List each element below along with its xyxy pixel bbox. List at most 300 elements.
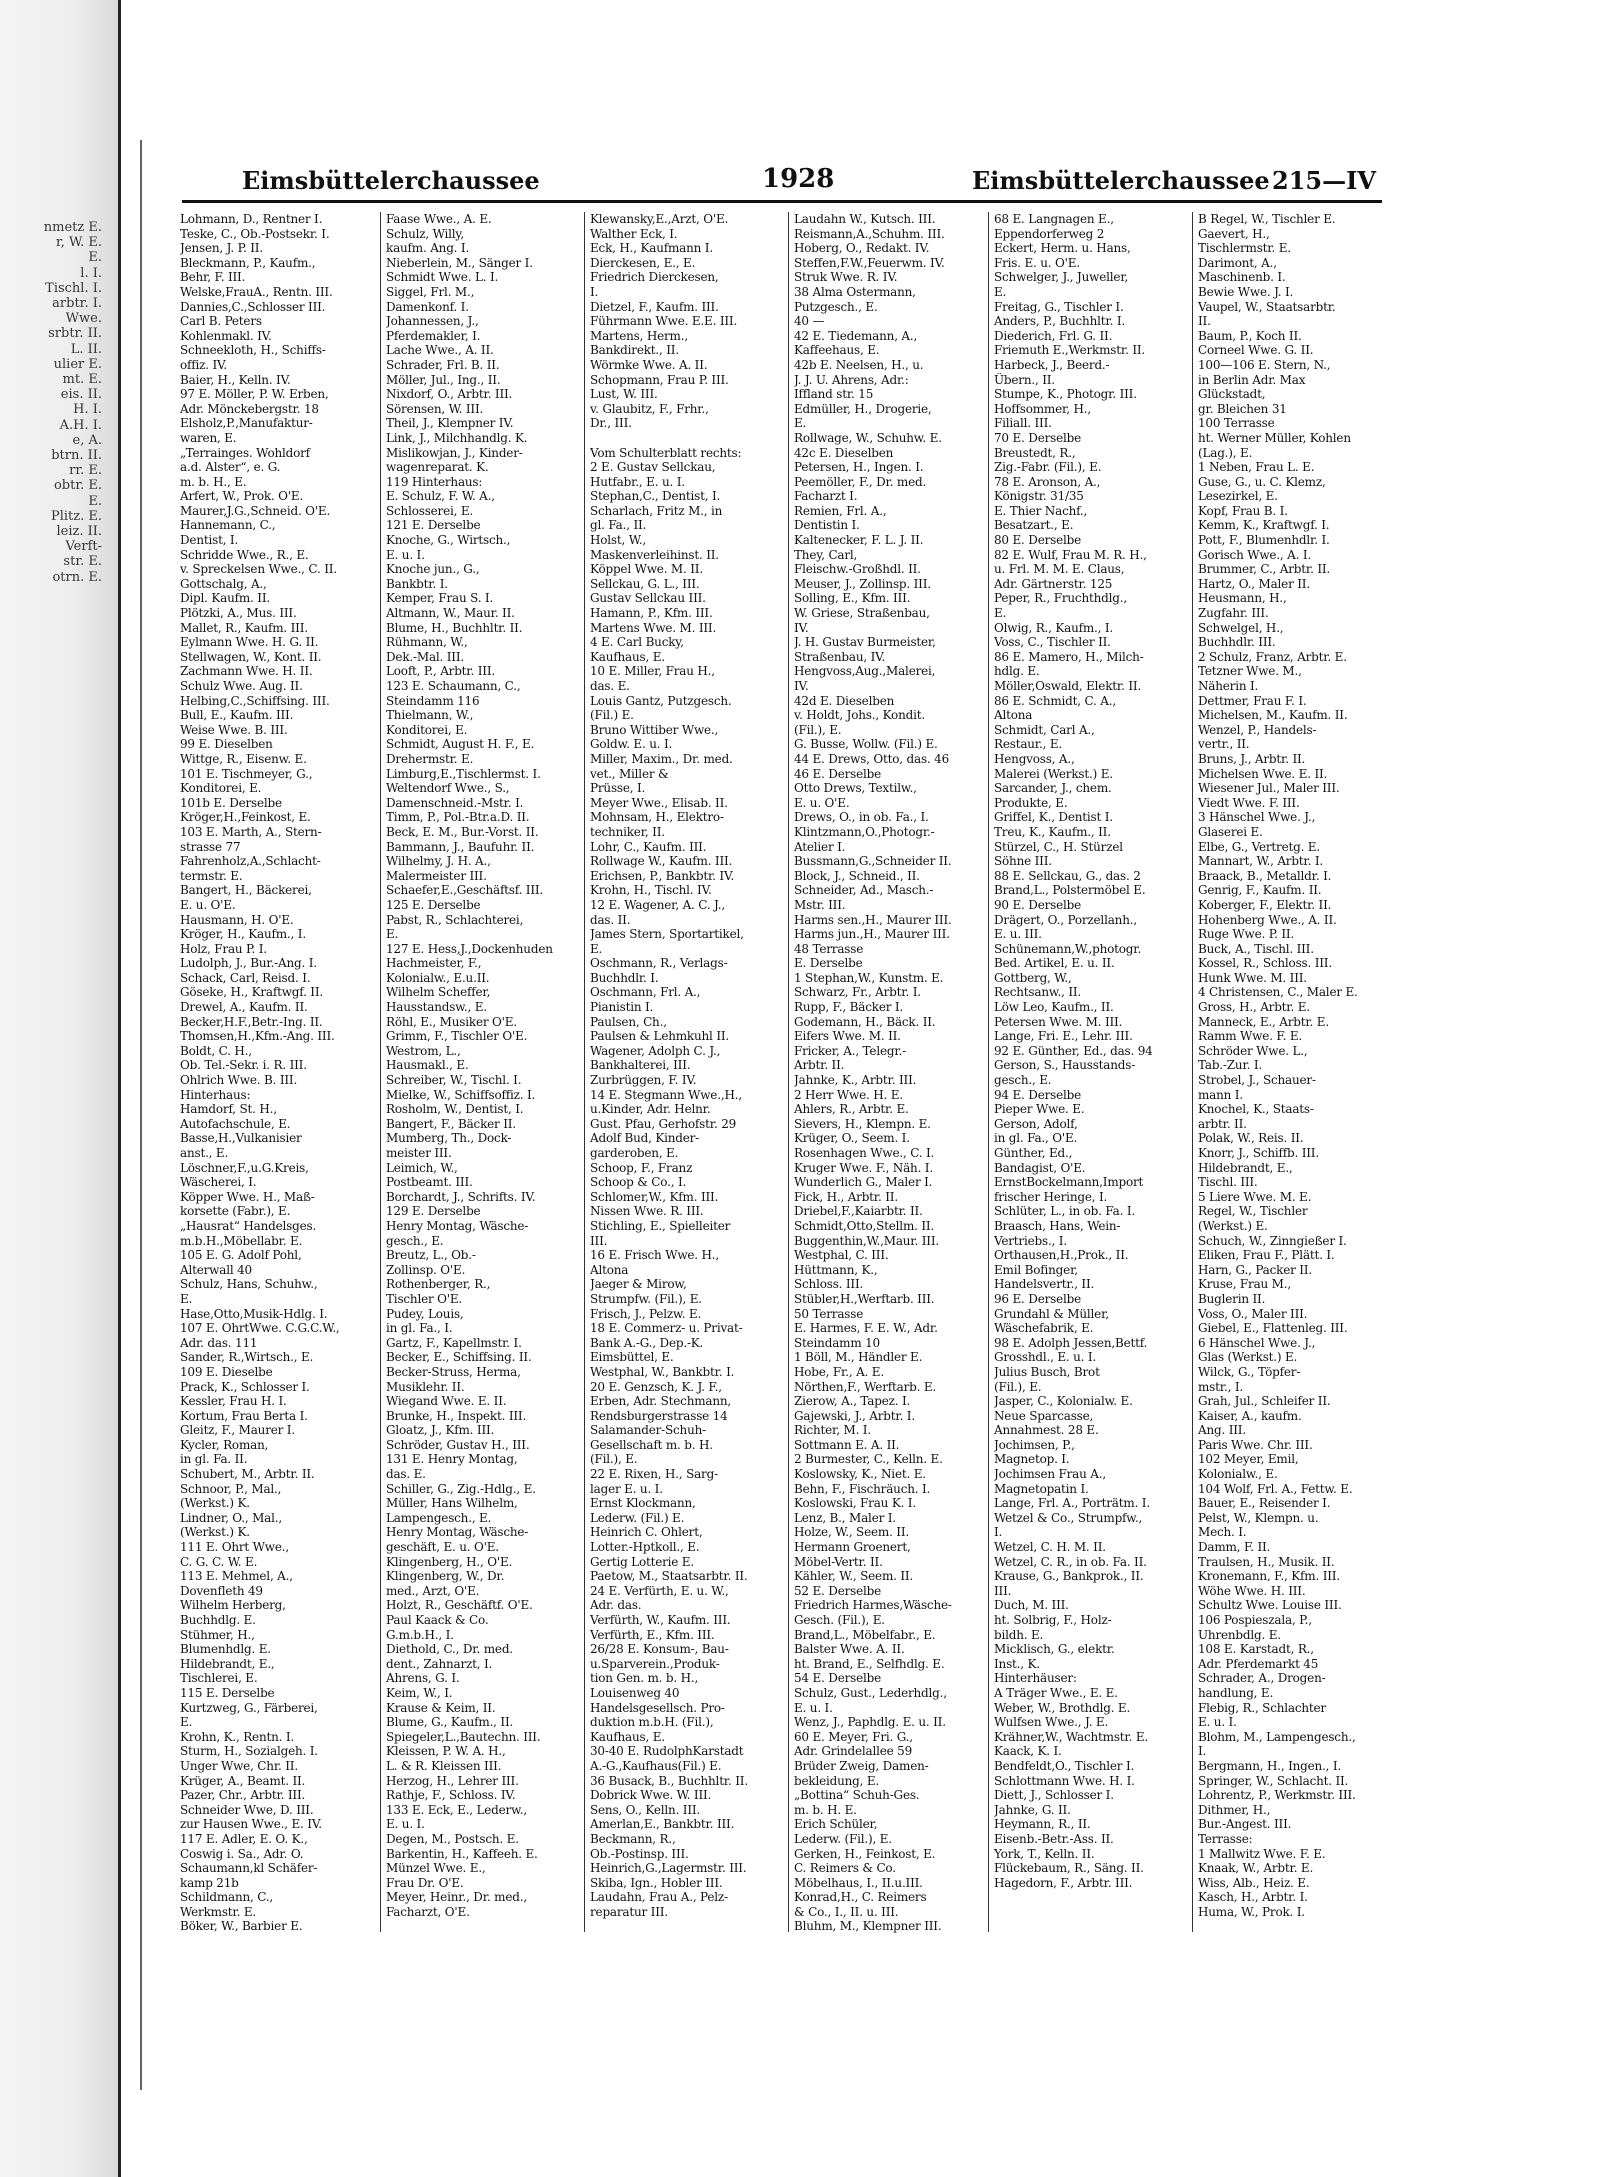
directory-entry-line: Klintzmann,O.,Photogr.- — [794, 824, 935, 839]
directory-entry-line: Eifers Wwe. M. II. — [794, 1029, 901, 1044]
directory-entry-line: vertr., II. — [1198, 737, 1250, 752]
directory-entry-line: Unger Wwe, Chr. II. — [180, 1758, 298, 1773]
directory-entry-line: G. Busse, Wollw. (Fil.) E. — [794, 737, 938, 752]
directory-entry-line: Möbelhaus, I., II.u.III. — [794, 1875, 923, 1890]
directory-entry-line: Johannessen, J., — [386, 314, 479, 329]
directory-entry-line: Kolonialw., E.u.II. — [386, 970, 490, 985]
directory-entry-line: 54 E. Derselbe — [794, 1671, 882, 1686]
directory-entry-line: Wetzel, C. R., in ob. Fa. II. — [994, 1554, 1147, 1569]
directory-entry-line: (Werkst.) K. — [180, 1496, 250, 1511]
spine-fragment: r, W. E. — [55, 235, 102, 251]
directory-entry-line: 68 E. Langnagen E., — [994, 212, 1114, 226]
directory-entry-line: G.m.b.H., I. — [386, 1627, 454, 1642]
directory-entry-line: E. — [994, 606, 1007, 621]
directory-entry-line: Adr. das. — [590, 1598, 642, 1613]
directory-entry-line: Schlomer,W., Kfm. III. — [590, 1189, 719, 1204]
directory-entry-line: Hartz, O., Maler II. — [1198, 576, 1310, 591]
directory-entry-line: 4 Christensen, C., Maler E. — [1198, 985, 1358, 1000]
directory-entry-line: in gl. Fa., O'E. — [994, 1131, 1078, 1146]
directory-entry-line: Tab.-Zur. I. — [1198, 1058, 1263, 1073]
header-left-title: Eimsbüttelerchaussee — [242, 166, 540, 195]
directory-entry-line: Wunderlich G., Maler I. — [794, 1175, 933, 1190]
directory-entry-line: Schlüter, L., in ob. Fa. I. — [994, 1204, 1135, 1219]
directory-entry-line: Mielke, W., Schiffsoffiz. I. — [386, 1087, 536, 1102]
directory-entry-line: Bed. Artikel, E. u. II. — [994, 956, 1115, 971]
directory-entry-line: (Werkst.) K. — [180, 1525, 250, 1540]
directory-entry-line: Schultz Wwe. Louise III. — [1198, 1598, 1342, 1613]
directory-entry-line: Meuser, J., Zollinsp. III. — [794, 576, 931, 591]
directory-entry-line: Schopmann, Frau P. III. — [590, 372, 729, 387]
directory-entry-line: Grosshdl., E. u. I. — [994, 1350, 1097, 1365]
directory-entry-line: Michelsen, M., Kaufm. II. — [1198, 708, 1348, 723]
directory-entry-line: Adr. Mönckebergstr. 18 — [180, 401, 319, 416]
directory-entry-line: Siggel, Frl. M., — [386, 284, 475, 299]
directory-entry-line: Skiba, Ign., Hobler III. — [590, 1875, 723, 1890]
directory-entry-line: Schubert, M., Arbtr. II. — [180, 1467, 315, 1482]
directory-entry-line: bildh. E. — [994, 1627, 1044, 1642]
directory-entry-line: Hamdorf, St. H., — [180, 1102, 277, 1117]
directory-entry-line: Schwelger, J., Juweller, — [994, 270, 1129, 285]
directory-entry-line: 52 E. Derselbe — [794, 1583, 882, 1598]
directory-entry-line: I. — [590, 284, 599, 299]
directory-entry-line: Beck, E. M., Bur.-Vorst. II. — [386, 824, 539, 839]
directory-entry-line: Neue Sparcasse, — [994, 1408, 1094, 1423]
directory-entry-line: Laudahn, Frau A., Pelz- — [590, 1890, 728, 1905]
directory-entry-line: Nixdorf, O., Arbtr. III. — [386, 387, 513, 402]
directory-entry-line: IV. — [794, 679, 809, 693]
directory-entry-line: Nörthen,F., Werftarb. E. — [794, 1379, 936, 1394]
directory-entry-line: Godemann, H., Bäck. II. — [794, 1014, 936, 1029]
directory-entry-line: Steffen,F.W.,Feuerwm. IV. — [794, 255, 945, 270]
directory-entry-line: Kaltenecker, F. L. J. II. — [794, 533, 924, 548]
directory-entry-line: v. Holdt, Johs., Kondit. — [794, 708, 925, 723]
directory-entry-line: 10 E. Miller, Frau H., — [590, 664, 715, 679]
directory-entry-line: Ruge Wwe. P. II. — [1198, 927, 1295, 942]
directory-entry-line: Elbe, G., Vertretg. E. — [1198, 839, 1320, 854]
directory-entry-line: Verfürth, E., Kfm. III. — [590, 1627, 715, 1642]
directory-entry-line: Altona — [994, 708, 1033, 723]
directory-entry-line: Hildebrandt, E., — [180, 1656, 275, 1671]
directory-entry-line: Flebig, R., Schlachter — [1198, 1700, 1326, 1715]
directory-entry-line: Hüttmann, K., — [794, 1262, 878, 1277]
directory-entry-line: Heinrich,G.,Lagermstr. III. — [590, 1861, 747, 1876]
directory-entry-line: Klingenberg, W., Dr. — [386, 1569, 505, 1584]
directory-entry-line: Dr., III. — [590, 416, 632, 431]
directory-entry-line: Heusmann, H., — [1198, 591, 1287, 606]
directory-entry-line: Stürzel, C., H. Stürzel — [994, 839, 1123, 854]
directory-entry-line: 104 Wolf, Frl. A., Fettw. E. — [1198, 1481, 1353, 1496]
directory-entry-line: Wöhe Wwe. H. III. — [1198, 1583, 1306, 1598]
directory-entry-line: Koberger, F., Elektr. II. — [1198, 897, 1332, 912]
directory-entry-line: 30-40 E. RudolphKarstadt — [590, 1744, 744, 1759]
directory-entry-line: Lange, Fri. E., Lehr. III. — [994, 1029, 1133, 1044]
directory-entry-line: Hausmann, H. O'E. — [180, 912, 294, 927]
directory-entry-line: Krüger, A., Beamt. II. — [180, 1773, 306, 1788]
directory-entry-line: 108 E. Karstadt, R., — [1198, 1642, 1314, 1657]
directory-entry-line: Krüger, O., Seem. I. — [794, 1131, 910, 1146]
directory-entry-line: Maskenverleihinst. II. — [590, 547, 719, 562]
directory-entry-line: Schrader, Frl. B. II. — [386, 357, 500, 372]
directory-entry-line: Michelsen Wwe. E. II. — [1198, 766, 1328, 781]
directory-entry-line: Fahrenholz,A.,Schlacht- — [180, 854, 321, 869]
directory-entry-line: Schridde Wwe., R., E. — [180, 547, 309, 562]
directory-entry-line: Eylmann Wwe. H. G. II. — [180, 635, 319, 650]
directory-entry-line: J. J. U. Ahrens, Adr.: — [794, 372, 909, 387]
directory-entry-line: 78 E. Aronson, A., — [994, 474, 1101, 489]
directory-entry-line: Gerken, H., Feinkost, E. — [794, 1846, 936, 1861]
directory-entry-line: Gottschalg, A., — [180, 576, 267, 591]
directory-entry-line: Voss, C., Tischler II. — [994, 635, 1111, 650]
directory-entry-line: Restaur., E. — [994, 737, 1063, 752]
directory-entry-line: m. b. H. E. — [794, 1802, 857, 1817]
directory-entry-line: Sörensen, W. III. — [386, 401, 484, 416]
directory-entry-line: Kruse, Frau M., — [1198, 1277, 1291, 1292]
directory-entry-line: Genrig, F., Kaufm. II. — [1198, 883, 1322, 898]
directory-entry-line: Wulfsen Wwe., J. E. — [994, 1715, 1109, 1730]
directory-entry-line: Atelier I. — [794, 839, 846, 854]
directory-entry-line: IV. — [794, 620, 809, 635]
column-1 — [180, 212, 370, 1934]
directory-entry-line: Knoche, G., Wirtsch., — [386, 533, 511, 548]
directory-entry-line: Terrasse: — [1198, 1831, 1253, 1846]
directory-entry-line: Schloss. III. — [794, 1277, 864, 1292]
directory-entry-line: Stephan,C., Dentist, I. — [590, 489, 721, 504]
directory-entry-line: Grimm, F., Tischler O'E. — [386, 1029, 528, 1044]
spine-fragment: ulier E. — [53, 356, 102, 372]
directory-entry-line: ErnstBockelmann,Import — [994, 1175, 1144, 1190]
directory-entry-line: Manneck, E., Arbtr. E. — [1198, 1014, 1329, 1029]
directory-entry-line: 133 E. Eck, E., Lederw., — [386, 1802, 527, 1817]
directory-entry-line: Jochimsen Frau A., — [994, 1467, 1106, 1482]
directory-entry-line: Möller, Jul., Ing., II. — [386, 372, 501, 387]
directory-entry-line: E. — [180, 1291, 193, 1306]
directory-entry-line: 50 Terrasse — [794, 1306, 864, 1321]
directory-entry-line: 131 E. Henry Montag, — [386, 1452, 518, 1467]
directory-entry-line: Westphal, C. III. — [794, 1248, 889, 1263]
directory-entry-line: Dek.-Mal. III. — [386, 649, 465, 664]
directory-entry-line: Weise Wwe. B. III. — [180, 722, 288, 737]
spine-fragment: E. — [88, 493, 102, 509]
directory-entry-line: 1 Mallwitz Wwe. F. E. — [1198, 1846, 1326, 1861]
directory-entry-line: Möbel-Vertr. II. — [794, 1554, 883, 1569]
directory-entry-line: Brummer, C., Arbtr. II. — [1198, 562, 1331, 577]
book-spine-left-page — [0, 0, 121, 2177]
directory-entry-line: Kortum, Frau Berta I. — [180, 1408, 308, 1423]
directory-entry-line: Grah, Jul., Schleifer II. — [1198, 1394, 1331, 1409]
directory-entry-line: Kähler, W., Seem. II. — [794, 1569, 914, 1584]
directory-entry-line: Becker-Struss, Herma, — [386, 1364, 521, 1379]
directory-entry-line: Welske,FrauA., Rentn. III. — [180, 284, 333, 299]
directory-entry-line: 36 Busack, B., Buchhltr. II. — [590, 1773, 748, 1788]
directory-entry-line: Wiesener Jul., Maler III. — [1198, 781, 1340, 796]
directory-entry-line: Becker,H.F.,Betr.-Ing. II. — [180, 1014, 323, 1029]
column-rule — [584, 212, 585, 1932]
directory-entry-line: Kemper, Frau S. I. — [386, 591, 494, 606]
directory-entry-line: Besatzart., E. — [994, 518, 1074, 533]
directory-entry-line: L. & R. Kleissen III. — [386, 1758, 502, 1773]
directory-entry-line: A.-G.,Kaufhaus(Fil.) E. — [590, 1758, 722, 1773]
directory-entry-line: Erich Schüler, — [794, 1817, 878, 1832]
directory-entry-line: Julius Busch, Brot — [994, 1364, 1100, 1379]
directory-entry-line: Konditorei, E. — [180, 781, 262, 796]
directory-entry-line: 98 E. Adolph Jessen,Bettf. — [994, 1335, 1148, 1350]
directory-entry-line: Filiall. III. — [994, 416, 1052, 431]
directory-entry-line: Ramm Wwe. F. E. — [1198, 1029, 1303, 1044]
directory-entry-line: 90 E. Derselbe — [994, 897, 1082, 912]
directory-entry-line: Theil, J., Klempner IV. — [386, 416, 514, 431]
column-3 — [590, 212, 780, 1919]
directory-entry-line: Diederich, Frl. G. II. — [994, 328, 1113, 343]
directory-entry-line: Wilhelmy, J. H. A., — [386, 854, 491, 869]
directory-entry-line: 127 E. Hess,J.,Dockenhuden — [386, 941, 553, 956]
directory-entry-line: „Hausrat“ Handelsges. — [180, 1218, 317, 1233]
directory-entry-line: 2 Schulz, Franz, Arbtr. E. — [1198, 649, 1347, 664]
directory-entry-line: offiz. IV. — [180, 357, 228, 372]
directory-entry-line: Regel, W., Tischler — [1198, 1204, 1308, 1219]
directory-entry-line: Bussmann,G.,Schneider II. — [794, 854, 952, 869]
directory-entry-line: Bankbtr. I. — [386, 576, 448, 591]
directory-entry-line: Zurbrüggen, F. IV. — [590, 1073, 697, 1088]
directory-entry-line: Übern., II. — [994, 372, 1055, 387]
directory-entry-line: E. u. I. — [386, 1817, 425, 1832]
directory-entry-line: E. u. I. — [794, 1700, 833, 1715]
directory-entry-line: Adr. Grindelallee 59 — [794, 1744, 913, 1759]
directory-entry-line: Schack, Carl, Reisd. I. — [180, 970, 311, 985]
directory-entry-line: 92 E. Günther, Ed., das. 94 — [994, 1043, 1153, 1058]
directory-entry-line: Lust, W. III. — [590, 387, 658, 402]
directory-entry-line: techniker, II. — [590, 824, 665, 839]
directory-entry-line: mann I. — [1198, 1087, 1243, 1102]
directory-entry-line: Balster Wwe. A. II. — [794, 1642, 905, 1657]
directory-entry-line: Buggenthin,W.,Maur. III. — [794, 1233, 939, 1248]
directory-entry-line: Dobrick Wwe. W. III. — [590, 1788, 712, 1803]
directory-entry-line: Wilck, G., Töpfer- — [1198, 1364, 1301, 1379]
directory-entry-line: Pelst, W., Klempn. u. — [1198, 1510, 1319, 1525]
directory-entry-line: Tischlerei, E. — [180, 1671, 258, 1686]
directory-entry-line: Kröger, H., Kaufm., I. — [180, 927, 306, 942]
directory-entry-line: Bammann, J., Baufuhr. II. — [386, 839, 535, 854]
directory-entry-line: Coswig i. Sa., Adr. O. — [180, 1846, 304, 1861]
directory-entry-line: Mislikowjan, J., Kinder- — [386, 445, 523, 460]
spine-fragment: Wwe. — [65, 311, 102, 327]
directory-entry-line: Klewansky,E.,Arzt, O'E. — [590, 212, 729, 226]
directory-entry-line: Dannies,C.,Schlosser III. — [180, 299, 326, 314]
directory-entry-line: Duch, M. III. — [994, 1598, 1069, 1613]
directory-entry-line: Borchardt, J., Schrifts. IV. — [386, 1189, 536, 1204]
directory-entry-line: Schmidt Wwe. L. I. — [386, 270, 499, 285]
spine-fragment: e, A. — [72, 432, 102, 448]
directory-entry-line: 2 Burmester, C., Kelln. E. — [794, 1452, 943, 1467]
directory-entry-line: Straßenbau, IV. — [794, 649, 886, 664]
directory-entry-line: 1 Böll, M., Händler E. — [794, 1350, 923, 1365]
directory-entry-line: Zollinsp. O'E. — [386, 1262, 466, 1277]
directory-entry-line: Paul Kaack & Co. — [386, 1613, 489, 1627]
directory-entry-line: Iffland str. 15 — [794, 387, 874, 402]
directory-entry-line: Harms jun.,H., Maurer III. — [794, 927, 950, 942]
directory-entry-line: 119 Hinterhaus: — [386, 474, 483, 489]
directory-entry-line: 99 E. Dieselben — [180, 737, 273, 752]
directory-entry-line: Mallet, R., Kaufm. III. — [180, 620, 308, 635]
directory-entry-line: 70 E. Derselbe — [994, 430, 1082, 445]
directory-entry-line: Freitag, G., Tischler I. — [994, 299, 1124, 314]
directory-entry-line: Timm, P., Pol.-Btr.a.D. II. — [386, 810, 530, 825]
directory-entry-line: Steindamm 116 — [386, 693, 480, 708]
directory-entry-line: Frau Dr. O'E. — [386, 1875, 464, 1890]
directory-entry-line: Kessler, Frau H. I. — [180, 1394, 287, 1409]
directory-entry-line: Schlottmann Wwe. H. I. — [994, 1773, 1135, 1788]
directory-entry-line: 5 Liere Wwe. M. E. — [1198, 1189, 1312, 1204]
directory-entry-line: gesch., E. — [386, 1233, 444, 1248]
directory-entry-line: 42b E. Neelsen, H., u. — [794, 357, 924, 372]
directory-entry-line: Bewie Wwe. J. I. — [1198, 284, 1294, 299]
spine-fragment: L. II. — [70, 341, 102, 357]
directory-entry-line: 1 Stephan,W., Kunstm. E. — [794, 970, 944, 985]
directory-entry-line: Tischlermstr. E. — [1198, 241, 1291, 256]
column-rule — [380, 212, 381, 1932]
directory-entry-line: Looft, P., Arbtr. III. — [386, 664, 495, 679]
directory-entry-line: Hohenberg Wwe., A. II. — [1198, 912, 1337, 927]
directory-entry-line: Krause & Keim, II. — [386, 1700, 496, 1715]
directory-entry-line: a.d. Alster“, e. G. — [180, 460, 281, 475]
directory-entry-line: Wetzel, C. H. M. II. — [994, 1540, 1106, 1555]
directory-entry-line: Schmidt, Carl A., — [994, 722, 1095, 737]
header-year: 1928 — [762, 164, 835, 194]
directory-entry-line: Brand,L., Polstermöbel E. — [994, 883, 1146, 898]
directory-entry-line: Gerson, Adolf, — [994, 1116, 1078, 1131]
directory-entry-line: lager E. u. I. — [590, 1481, 663, 1496]
directory-entry-line: Stellwagen, W., Kont. II. — [180, 649, 322, 664]
directory-entry-line: Traulsen, H., Musik. II. — [1198, 1554, 1335, 1569]
directory-entry-line: Schulz, Willy, — [386, 226, 465, 241]
directory-entry-line: Böker, W., Barbier E. — [180, 1919, 303, 1934]
directory-entry-line: II. — [1198, 314, 1211, 329]
directory-entry-line: Holzt, R., Geschäftf. O'E. — [386, 1598, 533, 1613]
directory-entry-line: 105 E. G. Adolf Pohl, — [180, 1248, 302, 1263]
directory-entry-line: Schlosserei, E. — [386, 503, 474, 518]
directory-entry-line: Bleckmann, P., Kaufm., — [180, 255, 316, 270]
directory-entry-line: 1 Neben, Frau L. E. — [1198, 460, 1315, 475]
directory-entry-line: Gloatz, J., Kfm. III. — [386, 1423, 495, 1438]
directory-entry-line: Lotter.-Hptkoll., E. — [590, 1540, 700, 1555]
directory-entry-line: 22 E. Rixen, H., Sarg- — [590, 1467, 718, 1482]
directory-entry-line: Sturm, H., Sozialgeh. I. — [180, 1744, 318, 1759]
directory-entry-line: Behr, F. III. — [180, 270, 246, 285]
directory-entry-line: Hausstandsw., E. — [386, 1000, 487, 1015]
spine-fragment: srbtr. II. — [48, 326, 102, 342]
directory-entry-line: Gesch. (Fil.), E. — [794, 1613, 885, 1627]
directory-entry-line: Verfürth, W., Kaufm. III. — [590, 1613, 731, 1627]
directory-entry-line: med., Arzt, O'E. — [386, 1583, 480, 1598]
directory-entry-line: Hoberg, O., Redakt. IV. — [794, 241, 930, 256]
directory-entry-line: Malerei (Werkst.) E. — [994, 766, 1113, 781]
directory-entry-line: Buchhdlr. I. — [590, 970, 659, 985]
directory-entry-line: Köppel Wwe. M. II. — [590, 562, 703, 577]
directory-entry-line: Maurer,J.G.,Schneid. O'E. — [180, 503, 331, 518]
directory-entry-line: Eimsbüttel, E. — [590, 1350, 674, 1365]
directory-entry-line: 20 E. Genzsch, K. J. F., — [590, 1379, 722, 1394]
directory-entry-line: Drewel, A., Kaufm. II. — [180, 1000, 308, 1015]
directory-entry-line: Kossel, R., Schloss. III. — [1198, 956, 1332, 971]
directory-entry-line: Springer, W., Schlacht. II. — [1198, 1773, 1349, 1788]
directory-entry-line: Dentist, I. — [180, 533, 239, 548]
directory-entry-line: 94 E. Derselbe — [994, 1087, 1082, 1102]
directory-entry-line: frischer Heringe, I. — [994, 1189, 1108, 1204]
directory-entry-line: & Co., I., II. u. III. — [794, 1904, 899, 1919]
directory-entry-line: Emil Bofinger, — [994, 1262, 1078, 1277]
directory-entry-line: Hannemann, C., — [180, 518, 276, 533]
directory-entry-line: III. — [590, 1233, 608, 1248]
directory-entry-line: gl. Fa., II. — [590, 518, 647, 533]
directory-entry-line: York, T., Kelln. II. — [994, 1846, 1095, 1861]
directory-entry-line: Blohm, M., Lampengesch., — [1198, 1729, 1356, 1744]
directory-entry-line: Arfert, W., Prok. O'E. — [180, 489, 304, 504]
directory-entry-line: Röhl, E., Musiker O'E. — [386, 1014, 517, 1029]
directory-entry-line: kaufm. Ang. I. — [386, 241, 470, 256]
directory-entry-line: Kaffeehaus, E. — [794, 343, 880, 358]
directory-entry-line: E. — [590, 941, 603, 956]
directory-entry-line: Stichling, E., Spielleiter — [590, 1218, 731, 1233]
directory-entry-line: 101 E. Tischmeyer, G., — [180, 766, 313, 781]
directory-entry-line: Mannart, W., Arbtr. I. — [1198, 854, 1324, 869]
directory-entry-line: 16 E. Frisch Wwe. H., — [590, 1248, 720, 1263]
directory-entry-line: 117 E. Adler, E. O. K., — [180, 1831, 308, 1846]
directory-entry-line: Schmidt, August H. F., E. — [386, 737, 535, 752]
directory-entry-line: Adr. Gärtnerstr. 125 — [994, 576, 1113, 591]
directory-entry-line: E. u. III. — [994, 927, 1042, 942]
directory-entry-line: A Träger Wwe., E. E. — [994, 1685, 1118, 1700]
directory-entry-line: m.b.H.,Möbellabr. E. — [180, 1233, 303, 1248]
directory-entry-line: Wäscherei, I. — [180, 1175, 257, 1190]
directory-entry-line: Orthausen,H.,Prok., II. — [994, 1248, 1129, 1263]
directory-entry-line: Pieper Wwe. E. — [994, 1102, 1085, 1117]
column-5 — [994, 212, 1184, 1890]
directory-entry-line: Struk Wwe. R. IV. — [794, 270, 898, 285]
directory-entry-line: Faase Wwe., A. E. — [386, 212, 492, 226]
directory-entry-line: Hunk Wwe. M. III. — [1198, 970, 1307, 985]
directory-entry-line: 100 Terrasse — [1198, 416, 1275, 431]
directory-entry-line: Kaufhaus, E. — [590, 649, 665, 664]
directory-entry-line: Schulz, Gust., Lederhdlg., — [794, 1685, 947, 1700]
directory-entry-line: Wilhelm Scheffer, — [386, 985, 491, 1000]
directory-entry-line: Kaufhaus, E. — [590, 1729, 665, 1744]
directory-entry-line: Lohmann, D., Rentner I. — [180, 212, 323, 226]
directory-entry-line: u. Frl. M. M. E. Claus, — [994, 562, 1125, 577]
directory-entry-line: Dierckesen, E., E. — [590, 255, 696, 270]
directory-entry-line: Paetow, M., Staatsarbtr. II. — [590, 1569, 748, 1584]
directory-entry-line: Harbeck, J., Beerd.- — [994, 357, 1110, 372]
directory-entry-line: Stübler,H.,Werftarb. III. — [794, 1291, 935, 1306]
directory-entry-line: handlung, E. — [1198, 1685, 1274, 1700]
directory-entry-line: Gerson, S., Hausstands- — [994, 1058, 1136, 1073]
directory-entry-line: Bangert, H., Bäckerei, — [180, 883, 312, 898]
directory-entry-line: Eliken, Frau F., Plätt. I. — [1198, 1248, 1335, 1263]
directory-entry-line: 18 E. Commerz- u. Privat- — [590, 1321, 743, 1336]
directory-entry-line: Schröder, Gustav H., III. — [386, 1437, 530, 1452]
directory-entry-line: Basse,H.,Vulkanisier — [180, 1131, 302, 1146]
directory-entry-line: Griffel, K., Dentist I. — [994, 810, 1113, 825]
directory-entry-line: Behn, F., Fischräuch. I. — [794, 1481, 931, 1496]
column-rule — [988, 212, 989, 1932]
directory-entry-line: Treu, K., Kaufm., II. — [994, 824, 1111, 839]
directory-entry-line: anst., E. — [180, 1146, 229, 1160]
directory-entry-line: Uhrenbdlg. E. — [1198, 1627, 1281, 1642]
directory-entry-line: reparatur III. — [590, 1904, 668, 1919]
directory-entry-line: Gorisch Wwe., A. I. — [1198, 547, 1312, 562]
directory-entry-line: Westrom, L., — [386, 1043, 461, 1058]
directory-entry-line: Müller, Hans Wilhelm, — [386, 1496, 518, 1511]
directory-entry-line: Voss, O., Maler III. — [1198, 1306, 1308, 1321]
directory-entry-line: Diethold, C., Dr. med. — [386, 1642, 513, 1657]
